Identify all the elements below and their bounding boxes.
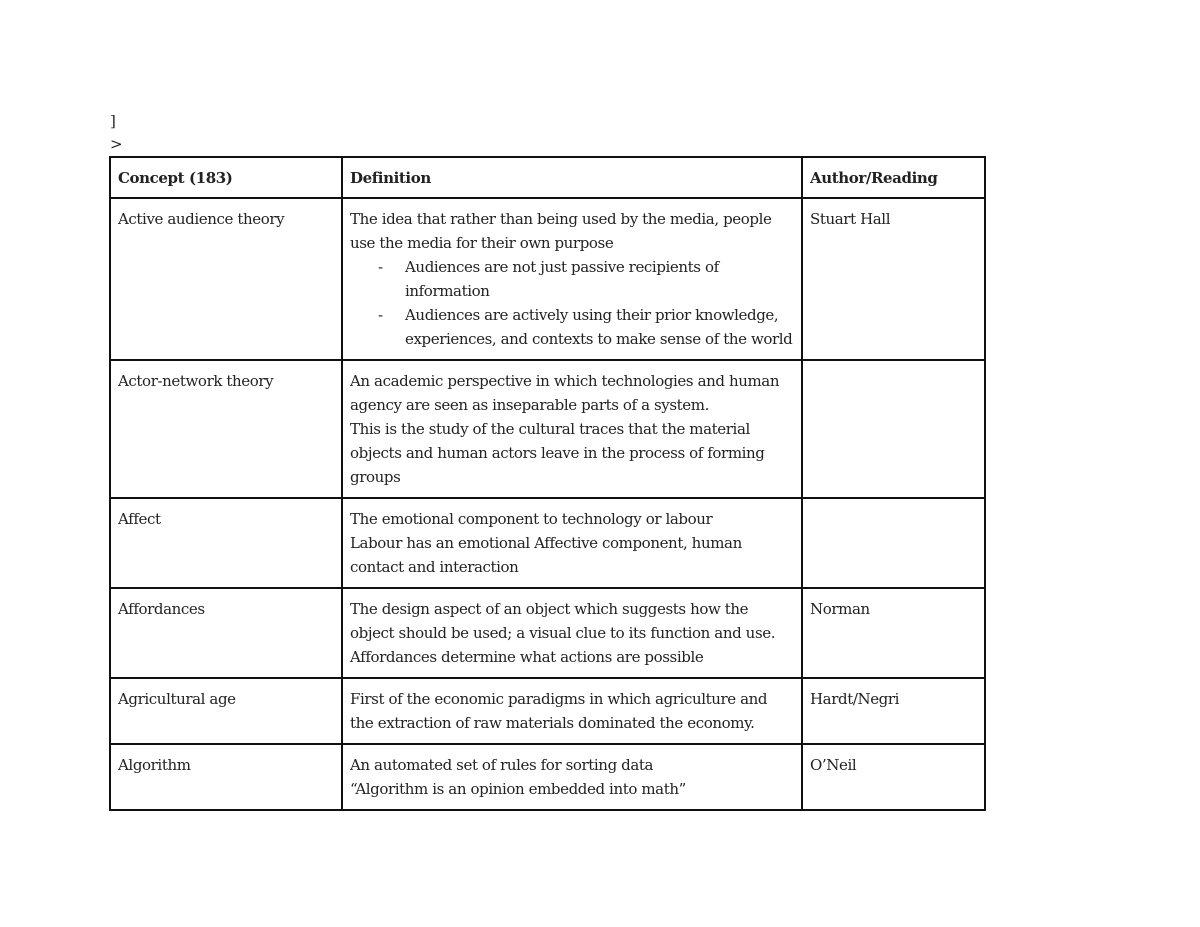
author-cell: O’Neil [802, 744, 985, 810]
definition-line: The emotional component to technology or labour [350, 510, 713, 528]
definition-cell [342, 360, 802, 498]
definition-bullet [378, 303, 794, 351]
definition-line: The idea that rather than being used by the media, people use the media for their own purpose [350, 210, 772, 252]
table-row [110, 588, 985, 678]
concept-cell: Active audience theory [110, 198, 342, 360]
concept-cell: Agricultural age [110, 678, 342, 744]
definition-line: An automated set of rules for sorting data [350, 756, 654, 774]
header-row [110, 157, 985, 198]
definition-bullet-text: Audiences are actively using their prior knowledge, experiences, and contexts to make sense of the world [405, 306, 793, 348]
author-cell: Hardt/Negri [802, 678, 985, 744]
definition-cell [342, 498, 802, 588]
definition-line: Affordances determine what actions are possible [350, 648, 704, 666]
author-cell: Stuart Hall [802, 198, 985, 360]
definition-line: The design aspect of an object which suggests how the object should be used; a visual clue to its function and use. [350, 600, 776, 642]
stray-caret-mark: > [110, 135, 123, 153]
table-row [110, 678, 985, 744]
table-row [110, 360, 985, 498]
header-author: Author/Reading [802, 157, 985, 198]
glossary-table [109, 156, 986, 811]
header-definition: Definition [342, 157, 802, 198]
concept-cell: Actor-network theory [110, 360, 342, 498]
dash-bullet-icon: - [378, 258, 383, 276]
concept-cell: Affect [110, 498, 342, 588]
concept-cell: Affordances [110, 588, 342, 678]
dash-bullet-icon: - [378, 306, 383, 324]
table-row [110, 498, 985, 588]
definition-bullet-text: Audiences are not just passive recipients of information [405, 258, 719, 300]
author-cell: Norman [802, 588, 985, 678]
definition-line: “Algorithm is an opinion embedded into math” [350, 780, 686, 798]
stray-bracket-mark: ] [110, 112, 116, 130]
table-row [110, 744, 985, 810]
definition-cell [342, 744, 802, 810]
author-cell [802, 360, 985, 498]
definition-bullet [378, 255, 794, 303]
definition-cell [342, 678, 802, 744]
definition-line: First of the economic paradigms in which agriculture and the extraction of raw materials dominated the economy. [350, 690, 768, 732]
definition-line: This is the study of the cultural traces that the material objects and human actors leave in the process of forming groups [350, 420, 765, 486]
author-cell [802, 498, 985, 588]
definition-cell [342, 588, 802, 678]
glossary-body [110, 198, 985, 810]
concept-cell: Algorithm [110, 744, 342, 810]
definition-line: An academic perspective in which technologies and human agency are seen as inseparable parts of a system. [350, 372, 780, 414]
definition-cell [342, 198, 802, 360]
header-concept: Concept (183) [110, 157, 342, 198]
definition-bullet-list [350, 255, 794, 351]
table-row [110, 198, 985, 360]
definition-line: Labour has an emotional Affective component, human contact and interaction [350, 534, 742, 576]
